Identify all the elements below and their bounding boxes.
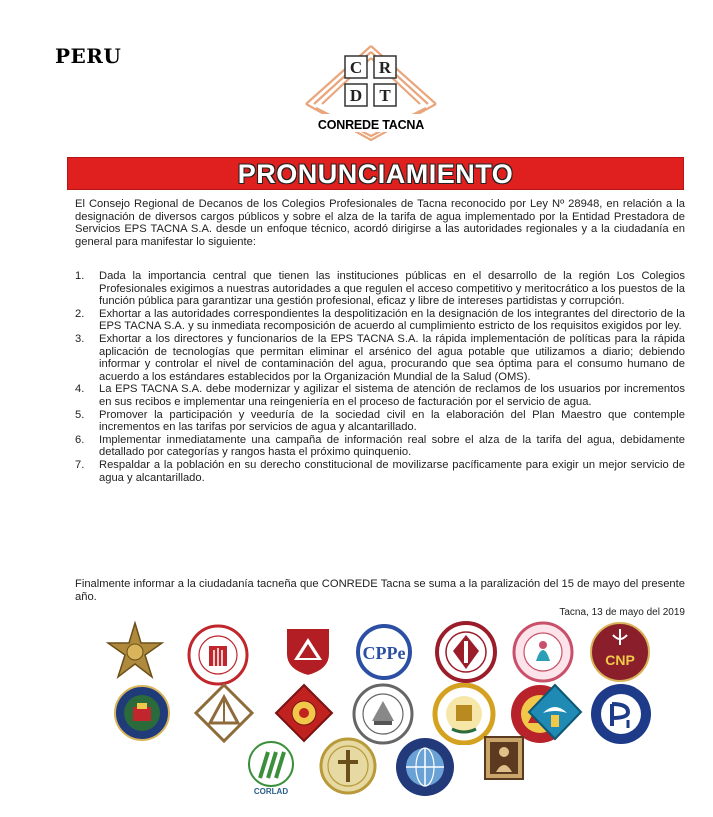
page-title: PRONUNCIAMIENTO	[237, 159, 514, 189]
logo-letter-c: C	[349, 58, 363, 77]
logo-name: CONREDE TACNA	[317, 118, 425, 132]
corlad-text: CORLAD	[253, 787, 289, 796]
list-item	[75, 434, 685, 459]
list-item-number: 3.	[75, 332, 85, 345]
list-item-text: La EPS TACNA S.A. debe modernizar y agilizar el sistema de atención de reclamos de los usuarios por incrementos en sus recibos e implementar una reingeniería en el proceso de facturación por el servicio de agua.	[99, 383, 685, 408]
colegio-periodistas-seal	[187, 624, 249, 686]
list-item	[75, 409, 685, 434]
red-shield-seal	[282, 624, 334, 678]
list-item	[75, 270, 685, 308]
red-diamond-seal	[274, 683, 334, 743]
list-item	[75, 333, 685, 383]
list-item-text: Exhortar a los directores y funcionarios de la EPS TACNA S.A. la rápida implementación de políticas para la rápida aplicación de tecnologías que permitan eliminar el arsénico del agua potable que utilizamos a diario; debiendo informar y controlar el nivel de contaminación del agua, procurando que sea óptima para el consumo humano de acuerdo a los estándares establecidos por la Organización Mundial de la Salud (OMS).	[99, 332, 685, 383]
document-date: Tacna, 13 de mayo del 2019	[559, 607, 685, 618]
green-blue-seal	[113, 683, 171, 743]
country-label: PERU	[55, 44, 122, 68]
cppe-seal	[356, 622, 412, 682]
logo-letter-d: D	[349, 86, 363, 105]
cnp-text: CNP	[605, 652, 635, 668]
list-item-number: 1.	[75, 270, 85, 282]
list-item	[75, 459, 685, 484]
logo-letter-r: R	[378, 58, 392, 77]
svg-text:CPPe: CPPe	[362, 643, 406, 663]
points-list	[75, 270, 685, 484]
portrait-seal	[484, 736, 524, 780]
corlad-seal	[238, 740, 304, 796]
closing-paragraph: Finalmente informar a la ciudadanía tacneña que CONREDE Tacna se suma a la paralización del 15 de mayo del presente año.	[75, 578, 685, 603]
logo-letter-t: T	[379, 86, 391, 105]
blue-bird-seal	[527, 683, 583, 741]
navy-seal	[588, 682, 654, 746]
list-item-text: Respaldar a la población en su derecho constitucional de movilizarse pacíficamente para exigir un mejor servicio de agua y alcantarillado.	[99, 458, 685, 484]
globe-seal	[392, 736, 458, 798]
red-ring-seal	[435, 621, 497, 683]
list-item-text: Promover la participación y veeduría de la sociedad civil en la elaboración del Plan Maestro que contemple incrementos en las tarifas por servicios de agua y alcantarillado.	[99, 408, 685, 434]
cnp-seal	[587, 621, 653, 683]
list-item	[75, 383, 685, 408]
obstetras-seal	[512, 621, 574, 683]
star-seal	[100, 621, 170, 681]
list-item-text: Dada la importancia central que tienen las instituciones públicas en el desarrollo de la región Los Colegios Profesionales exigimos a nuestras autoridades a que regulen el acceso competitivo y meritocrático a los puestos de la función pública para garantizar una gestión profesional, eficaz y libre de intereses partidistas y corrupción.	[99, 270, 685, 308]
list-item	[75, 308, 685, 333]
intro-paragraph: El Consejo Regional de Decanos de los Colegios Profesionales de Tacna reconocido por Ley Nº 28948, en relación a la designación de diversos cargos públicos y sobre el alza de la tarifa de agua implementado por la Entidad Prestadora de Servicios EPS TACNA S.A. desde un enfoque técnico, acordó dirigirse a las autoridades regionales y a la ciudadanía en general para manifestar lo siguiente:	[75, 198, 685, 248]
list-item-text: Implementar inmediatamente una campaña de información real sobre el alza de la tarifa del agua, debidamente detallado por categorías y rangos hasta el próximo quinquenio.	[99, 433, 685, 459]
title-banner	[67, 157, 684, 190]
list-item-text: Exhortar a las autoridades correspondientes la despolitización en la designación de los integrantes del directorio de la EPS TACNA S.A. y su inmediata recomposición de acuerdo al cumplimiento estricto de los requisitos exigidos por ley.	[99, 307, 685, 333]
list-item-number: 2.	[75, 307, 85, 320]
list-item-number: 7.	[75, 458, 85, 471]
gold-cross-seal	[318, 736, 378, 796]
list-item-number: 4.	[75, 383, 85, 396]
list-item-number: 5.	[75, 408, 85, 421]
list-item-number: 6.	[75, 433, 85, 446]
triangle-seal	[194, 683, 254, 743]
